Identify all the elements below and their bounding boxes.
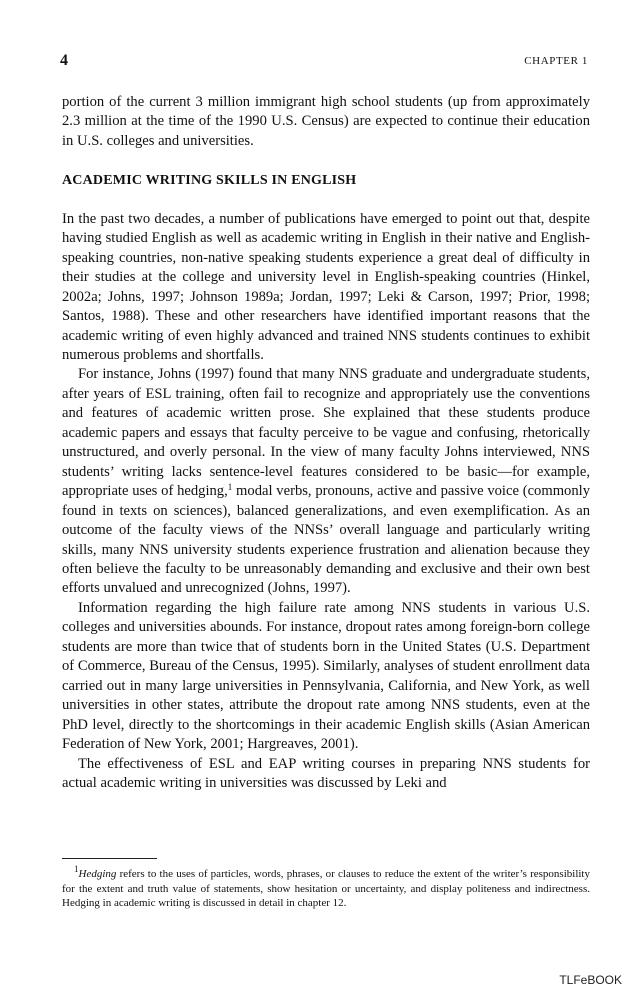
footnote-text: refers to the uses of particles, words, phrases, or clauses to reduce the extent of the writer’s responsibility for the extent and truth value of statements, show hesitation or uncertainty, and display politeness and indirectness. Hedging in academic writing is discussed in detail in chapter 12. [62, 868, 590, 909]
footnote-marker: 1 [74, 864, 79, 874]
footnote-reference: 1 [227, 482, 233, 493]
paragraph-2-text-b: modal verbs, pronouns, active and passive voice (commonly found in texts on sciences), balanced generalizations, and even exemplification. As an outcome of the faculty views of the NNSs’ overall language and particularly writing skills, many NNS university students experience frustration and alienation because they often believe the faculty to be unreasonably demanding and exclusive and their own best efforts unvalued and unrecognized (Johns, 1997). [62, 483, 590, 597]
paragraph-4: The effectiveness of ESL and EAP writing courses in preparing NNS students for actual academic writing in universities was discussed by Leki and [62, 755, 590, 791]
watermark: TLFeBOOK [559, 973, 622, 987]
intro-paragraph: portion of the current 3 million immigrant high school students (up from approximately 2.3 million at the time of the 1990 U.S. Census) are expected to continue their education in U.S. colleges and universities. [62, 94, 590, 149]
footnote-term: Hedging [78, 868, 117, 880]
paragraph-2 [62, 365, 590, 598]
page-number: 4 [60, 52, 68, 69]
page-header [60, 52, 588, 72]
footnote [62, 864, 590, 911]
running-head: CHAPTER 1 [524, 55, 588, 67]
body-text [62, 93, 590, 793]
paragraph-2-text-a: For instance, Johns (1997) found that many NNS graduate and undergraduate students, after years of ESL training, often fail to recognize and appropriately use the conventions and features of academic written prose. She explained that these students produce academic papers and essays that faculty perceive to be vague and confusing, rhetorically unstructured, and overly personal. In the view of many faculty Johns interviewed, NNS students’ writing lacks sentence-level features considered to be basic—for example, appropriate uses of hedging, [62, 366, 590, 500]
paragraph-1: In the past two decades, a number of publications have emerged to point out that, despite having studied English as well as academic writing in English in their native and English-speaking countries, non-native speaking students experience a great deal of difficulty in their studies at the college and university level in English-speaking countries (Hinkel, 2002a; Johns, 1997; Johnson 1989a; Jordan, 1997; Leki & Carson, 1997; Prior, 1998; Santos, 1988). These and other researchers have identified important reasons that the academic writing of even highly advanced and trained NNS students continues to exhibit numerous problems and shortfalls. [62, 210, 590, 363]
footnote-divider [62, 858, 157, 859]
paragraph-3: Information regarding the high failure rate among NNS students in various U.S. colleges and universities abounds. For instance, dropout rates among foreign-born college students are more than twice that of students born in the United States (U.S. Department of Commerce, Bureau of the Census, 1995). Similarly, analyses of student enrollment data carried out in many large universities in Pennsylvania, California, and New York, as well universities in other states, attribute the dropout rate among NNS students, even at the PhD level, directly to the shortcomings in their academic English skills (Asian American Federation of New York, 2001; Hargreaves, 2001). [62, 599, 590, 753]
section-heading: ACADEMIC WRITING SKILLS IN ENGLISH [62, 173, 357, 189]
